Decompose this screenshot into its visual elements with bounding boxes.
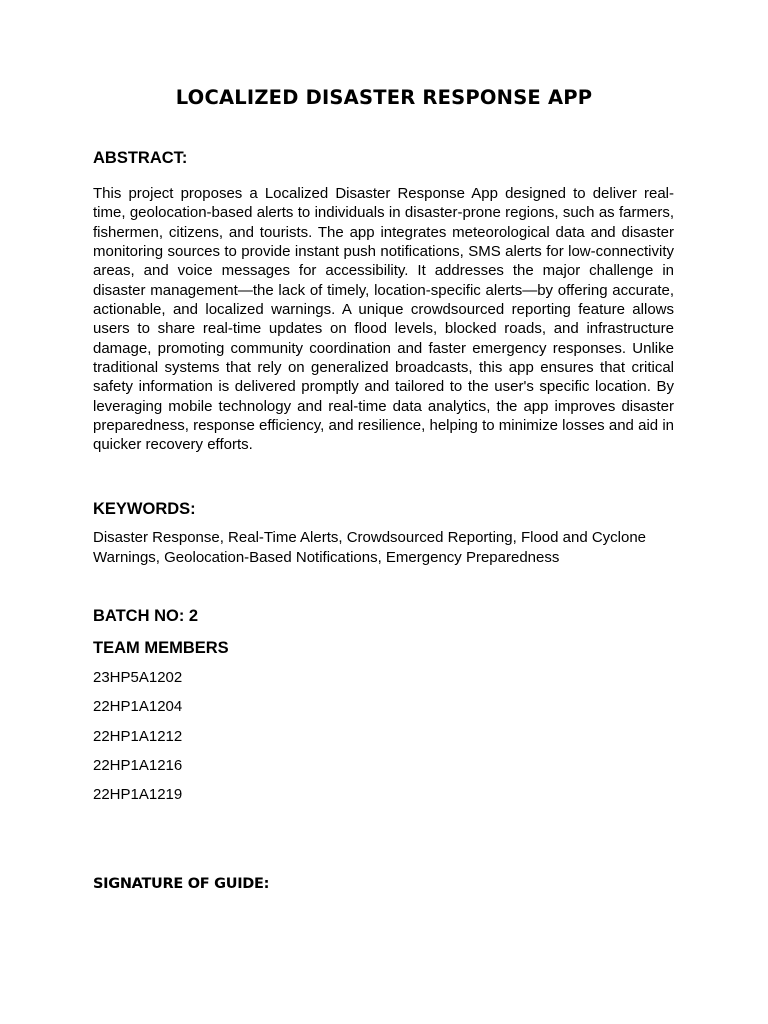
abstract-heading: ABSTRACT: (93, 149, 188, 167)
abstract-text: This project proposes a Localized Disaster Response App designed to deliver real-time, geolocation-based alerts to individuals in disaster-prone regions, such as farmers, fishermen, citizens, and tourists. The app integrates meteorological data and disaster monitoring sources to provide instant push notifications, SMS alerts for low-connectivity areas, and voice messages for accessibility. It addresses the major challenge in disaster management—the lack of timely, location-specific alerts—by offering accurate, actionable, and localized warnings. A unique crowdsourced reporting feature allows users to share real-time updates on flood levels, blocked roads, and infrastructure damage, promoting community coordination and faster emergency responses. Unlike traditional systems that rely on generalized broadcasts, this app ensures that critical safety information is delivered promptly and tailored to the user's specific location. By leveraging mobile technology and real-time data analytics, the app improves disaster preparedness, response efficiency, and resilience, helping to minimize losses and aid in quicker recovery efforts. (93, 185, 674, 454)
keywords-text: Disaster Response, Real-Time Alerts, Crowdsourced Reporting, Flood and Cyclone Warnings, Geolocation-Based Notifications, Emergency Preparedness (93, 529, 647, 566)
team-member-id: 22HP1A1219 (93, 786, 183, 804)
team-members-heading: TEAM MEMBERS (93, 639, 229, 657)
signature-of-guide-label: SIGNATURE OF GUIDE: (93, 876, 270, 892)
team-member-id: 22HP1A1204 (93, 698, 183, 716)
team-member-list (93, 668, 182, 814)
keywords-heading: KEYWORDS: (93, 500, 196, 518)
document-title: LOCALIZED DISASTER RESPONSE APP (175, 86, 593, 109)
team-member-id: 23HP5A1202 (93, 669, 183, 686)
team-member-id: 22HP1A1212 (93, 727, 183, 745)
team-member-id: 22HP1A1216 (93, 756, 183, 774)
batch-number: BATCH NO: 2 (93, 607, 199, 625)
